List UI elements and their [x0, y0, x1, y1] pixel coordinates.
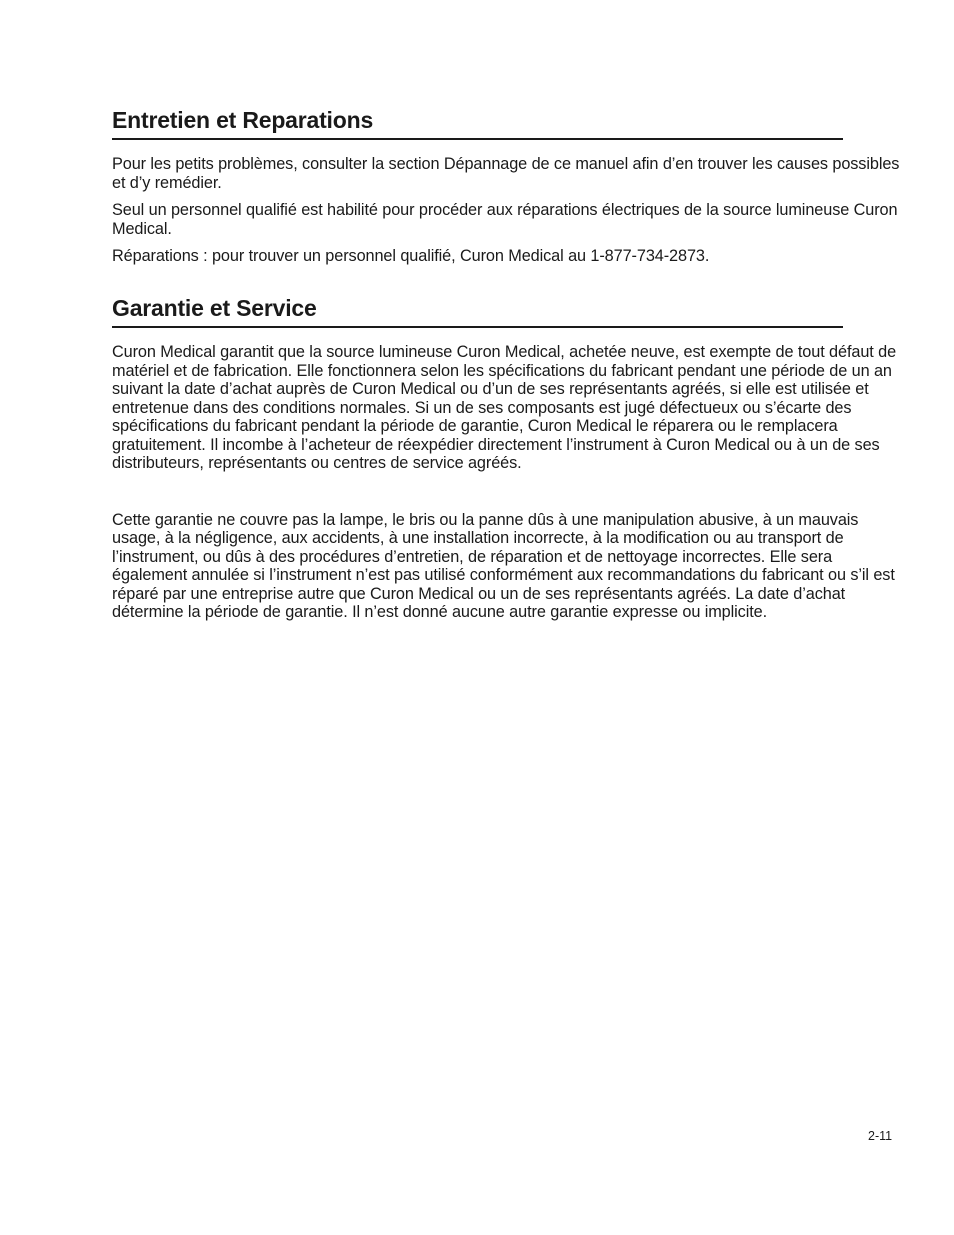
section-garantie	[112, 294, 902, 622]
section-title: Garantie et Service	[112, 295, 317, 321]
paragraph: Pour les petits problèmes, consulter la section Dépannage de ce manuel afin d’en trouver les causes possibles et d’y remédier.	[112, 155, 900, 192]
paragraph: Seul un personnel qualifié est habilité pour procéder aux réparations électriques de la source lumineuse Curon Medical.	[112, 201, 898, 238]
page-number: 2-11	[868, 1129, 893, 1143]
section-title: Entretien et Reparations	[112, 107, 374, 133]
section-divider	[112, 326, 843, 328]
paragraph: Cette garantie ne couvre pas la lampe, le bris ou la panne dûs à une manipulation abusive, à un mauvais usage, à la négligence, aux accidents, à une installation incorrecte, à la modification ou au transport de l’instrument, ou dûs à des procédures d’entretien, de réparation et de nettoyage incorrectes. Elle sera également annulée si l’instrument n’est pas utilisé conformément aux recommandations du fabricant ou s’il est réparé par une entreprise autre que Curon Medical ou un de ses représentants agréés. La date d’achat détermine la période de garantie. Il n’est donné aucune autre garantie expresse ou implicite.	[112, 510, 895, 621]
section-divider	[112, 138, 843, 140]
section-entretien	[112, 106, 902, 275]
paragraph: Réparations : pour trouver un personnel qualifié, Curon Medical au 1-877-734-2873.	[112, 247, 710, 265]
paragraph: Curon Medical garantit que la source lumineuse Curon Medical, achetée neuve, est exempte de tout défaut de matériel et de fabrication. Elle fonctionnera selon les spécifications du fabricant pendant une période de un an suivant la date d’achat auprès de Curon Medical ou d’un de ses représentants agréés, si elle est utilisée et entretenue dans des conditions normales. Si un de ses composants est jugé défectueux ou s’écarte des spécifications du fabricant pendant la période de garantie, Curon Medical le réparera ou le remplacera gratuitement. Il incombe à l’acheteur de réexpédier directement l’instrument à Curon Medical ou à un de ses distributeurs, représentants ou centres de service agréés.	[112, 343, 897, 472]
